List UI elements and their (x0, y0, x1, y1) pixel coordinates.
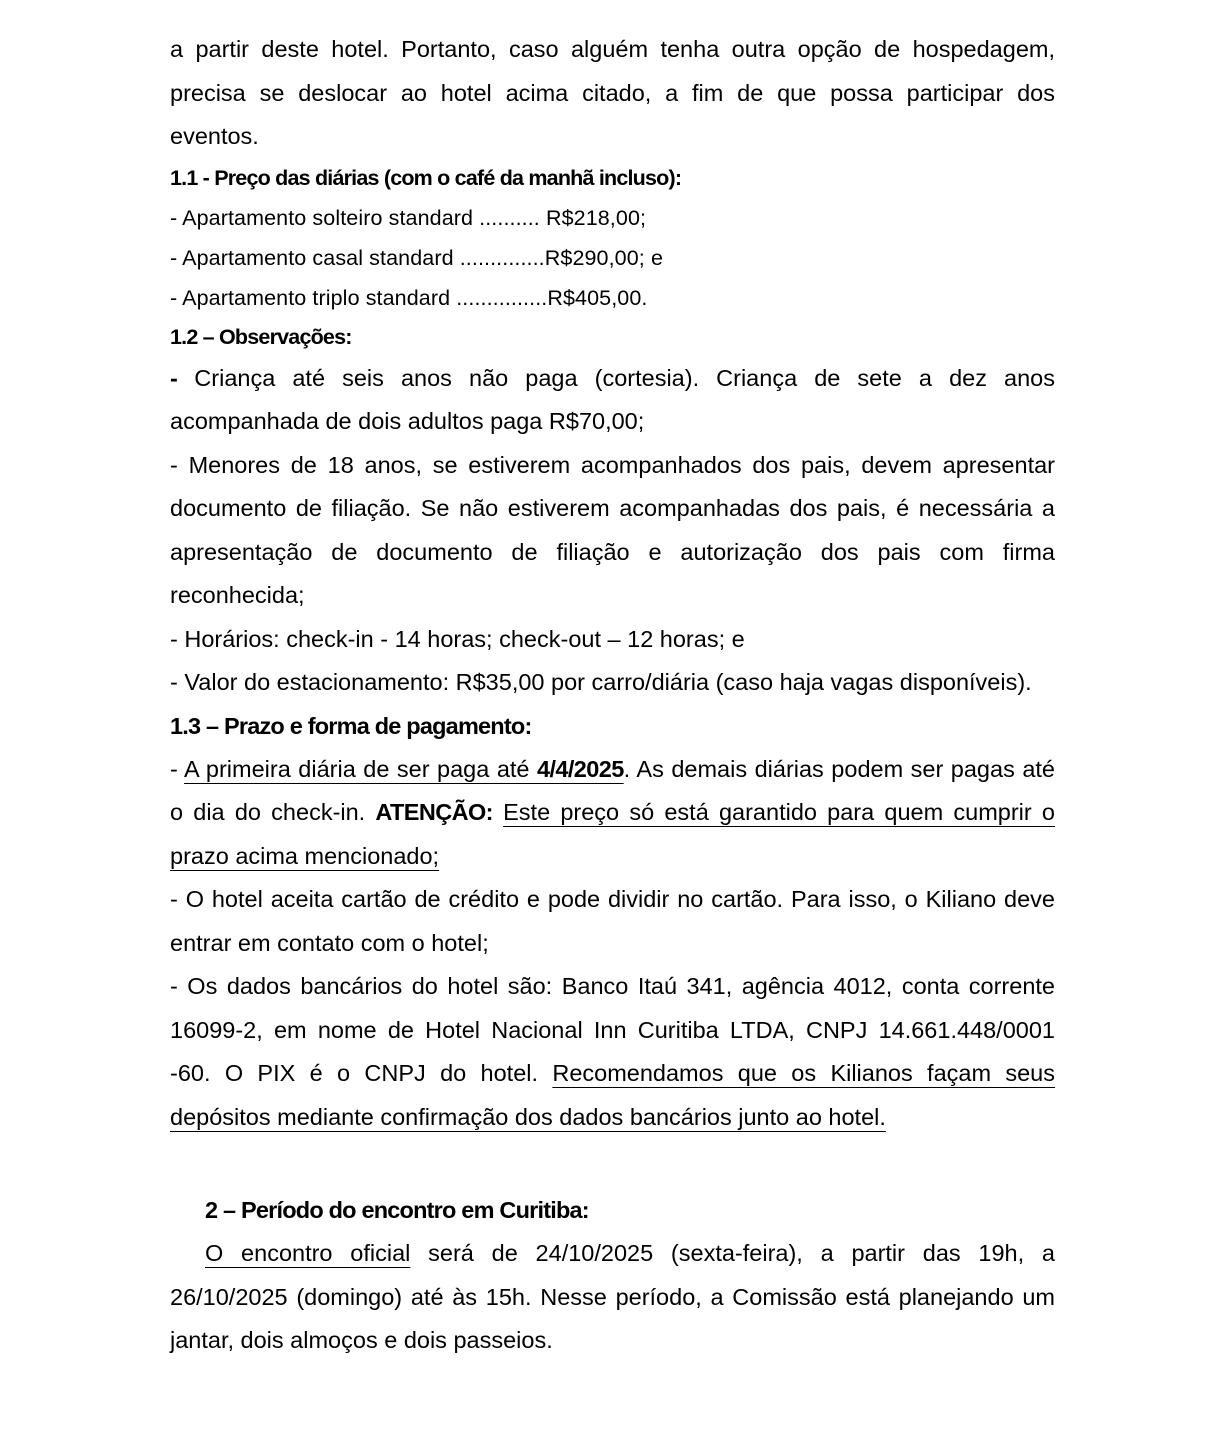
bank-details-text: - Os dados bancários do hotel são: Banco Itaú 341, agência 4012, conta corrente 16099-2, em nome de Hotel Nacional Inn Curitiba LTDA, CNPJ 14.661.448/0001 -60. O PIX é o CNPJ do hotel. (170, 973, 1055, 1086)
intro-line-2: precisa se deslocar ao hotel acima citado, a fim de que possa participar dos (170, 79, 1055, 106)
bank-recommendation: Recomendamos que os Kilianos façam seus depósitos mediante confirmação dos dados bancários junto ao hotel. (170, 1060, 1056, 1130)
meeting-period (170, 1232, 1055, 1363)
payment-date: 4/4/2025 (536, 755, 624, 782)
attention-space (493, 799, 503, 825)
intro-line-1: a partir deste hotel. Portanto, caso alguém tenha outra opção de hospedagem, (170, 36, 1055, 62)
payment-first-day (184, 756, 624, 782)
observation-children-text: Criança até seis anos não paga (cortesia). Criança de sete a dez anos acompanhada de dois adultos paga R$70,00; (170, 364, 1055, 434)
price-item-double: - Apartamento casal standard ..............R$290,00; e (170, 245, 664, 270)
section-2-heading: 2 – Período do encontro em Curitiba: (205, 1197, 589, 1223)
payment-first-day-text: A primeira diária de ser paga até (184, 755, 537, 782)
payment-deadline (170, 748, 1055, 879)
section-1-3-heading: 1.3 – Prazo e forma de pagamento: (170, 712, 532, 739)
payment-rest: . As demais diárias podem ser pagas até o dia do check-in. (170, 755, 1055, 825)
meeting-period-text: será de 24/10/2025 (sexta-feira), a partir das 19h, a 26/10/2025 (domingo) até às 15h. Nesse período, a Comissão está planejando um jantar, dois almoços e dois passeios. (170, 1240, 1055, 1353)
price-item-single: - Apartamento solteiro standard .......... R$218,00; (170, 205, 647, 230)
price-item-triple: - Apartamento triplo standard ...............R$405,00. (170, 285, 648, 310)
attention-label: ATENÇÃO: (375, 799, 493, 825)
document-page (170, 28, 1055, 1363)
payment-credit-card: - O hotel aceita cartão de crédito e pode dividir no cartão. Para isso, o Kiliano deve entrar em contato com o hotel; (170, 886, 1055, 956)
intro-line-3: eventos. (170, 123, 259, 149)
section-1-1-heading: 1.1 - Preço das diárias (com o café da manhã incluso): (170, 165, 682, 190)
attention-warning: Este preço só está garantido para quem cumprir o prazo acima mencionado; (170, 799, 1055, 869)
observation-parking: - Valor do estacionamento: R$35,00 por carro/diária (caso haja vagas disponíveis). (170, 669, 1032, 695)
payment-bank-details (170, 965, 1055, 1139)
meeting-official: O encontro oficial (205, 1240, 411, 1266)
payment-prefix: - (170, 755, 185, 782)
section-1-2-heading: 1.2 – Observações: (170, 324, 352, 349)
section-gap (170, 1139, 1055, 1189)
observation-minors: - Menores de 18 anos, se estiverem acompanhados dos pais, devem apresentar documento de filiação. Se não estiverem acompanhadas dos pais, é necessária a apresentação de documento de filiação e autorização dos pais com firma reconhecida; (170, 451, 1055, 608)
observation-hours: - Horários: check-in - 14 horas; check-out – 12 horas; e (170, 625, 745, 652)
observation-dash: - (170, 364, 178, 391)
observation-children (170, 357, 1055, 444)
